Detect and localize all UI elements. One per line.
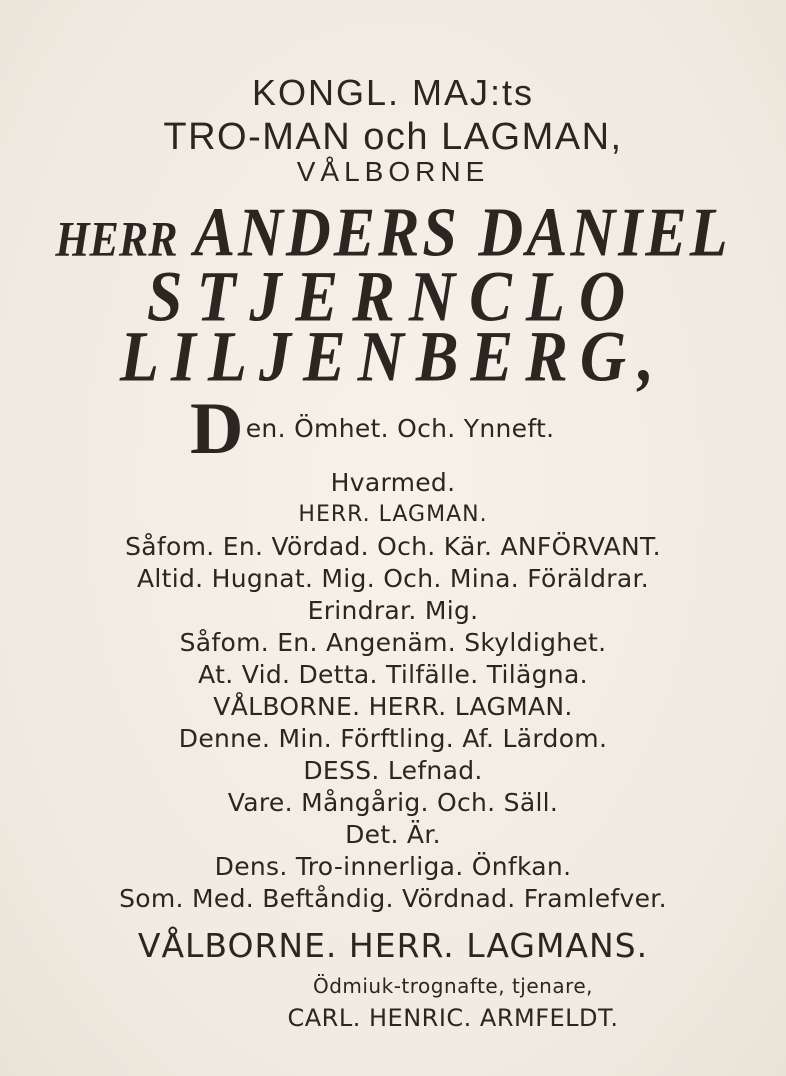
title-line-troman: TRO-MAN och LAGMAN,	[163, 116, 623, 158]
body-line-den	[190, 388, 650, 470]
body-line-5: Erindrar. Mig.	[307, 596, 479, 625]
title-line-valborne: VÅLBORNE	[296, 156, 490, 187]
dropcap-d: D	[190, 388, 244, 470]
body-line-3: Såfom. En. Vördad. Och. Kär. ANFÖRVANT.	[125, 532, 661, 561]
body-line-6: Såfom. En. Angenäm. Skyldighet.	[179, 628, 607, 657]
name-line-stjernclo: STJERNCLO	[146, 256, 640, 337]
body-line-13: Dens. Tro-innerliga. Önfkan.	[214, 852, 572, 881]
body-line-1: Hvarmed.	[330, 468, 456, 497]
body-line-10: DESS. Lefnad.	[303, 756, 483, 785]
name-prefix: HERR	[55, 211, 178, 267]
body-line-den-text: en. Ömhet. Och. Ynneft.	[245, 414, 555, 443]
closing-valborne: VÅLBORNE. HERR. LAGMANS.	[137, 926, 649, 965]
body-line-2: HERR. LAGMAN.	[298, 502, 488, 527]
body-line-7: At. Vid. Detta. Tilfälle. Tilägna.	[198, 660, 588, 689]
body-line-12: Det. Är.	[345, 820, 441, 849]
body-line-9: Denne. Min. Förftling. Af. Lärdom.	[178, 724, 608, 753]
name-first: ANDERS DANIEL	[193, 194, 731, 272]
title-line-kongl: KONGL. MAJ:ts	[251, 72, 535, 113]
body-line-8: VÅLBORNE. HERR. LAGMAN.	[213, 692, 573, 721]
body-line-4: Altid. Hugnat. Mig. Och. Mina. Föräldrar.	[137, 564, 649, 593]
signature-armfeldt: CARL. HENRIC. ARMFELDT.	[287, 1004, 619, 1032]
closing-odmiuk: Ödmiuk-trognafte, tjenare,	[312, 974, 594, 998]
body-line-14: Som. Med. Beftåndig. Vördnad. Framlefver.	[119, 884, 667, 913]
body-line-11: Vare. Mångårig. Och. Säll.	[227, 788, 559, 817]
name-line-liljenberg: LILJENBERG,	[119, 316, 667, 397]
